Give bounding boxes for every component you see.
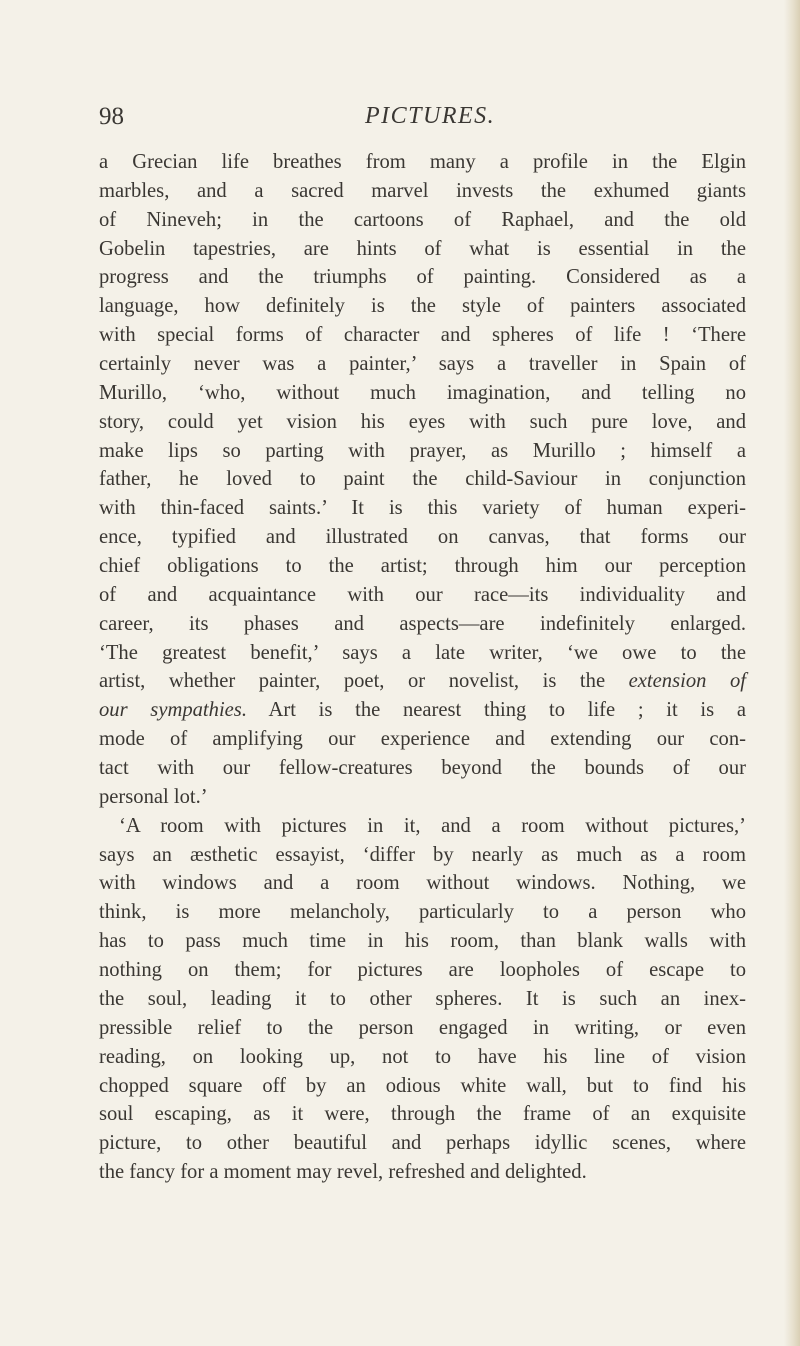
text-line: picture, to other beautiful and perhaps idyllic scenes, where xyxy=(99,1132,746,1155)
text-line: with windows and a room without windows. Nothing, we xyxy=(99,872,746,895)
text-line: soul escaping, as it were, through the frame of an exquisite xyxy=(99,1103,746,1126)
text-line: of Nineveh; in the cartoons of Raphael, and the old xyxy=(99,208,746,231)
page-edge-shadow xyxy=(784,0,800,1346)
page-header xyxy=(0,103,800,137)
text-line: the soul, leading it to other spheres. It is such an inex- xyxy=(99,987,746,1010)
italic-phrase: our sympathies. xyxy=(99,699,247,722)
text-line: father, he loved to paint the child-Saviour in conjunction xyxy=(99,468,746,491)
italic-phrase: extension of xyxy=(628,670,747,693)
text-span: Art is the nearest thing to life ; it is a xyxy=(246,699,746,722)
text-span: artist, whether painter, poet, or novelist, is the xyxy=(99,670,629,693)
text-line: progress and the triumphs of painting. Considered as a xyxy=(99,266,746,289)
text-line: chief obligations to the artist; through him our perception xyxy=(99,555,746,578)
body-text xyxy=(99,148,746,1187)
text-line: tact with our fellow-creatures beyond the bounds of our xyxy=(99,757,746,780)
text-line: ence, typified and illustrated on canvas, that forms our xyxy=(99,526,746,549)
text-line-with-italic xyxy=(99,696,746,725)
text-line: with thin-faced saints.’ It is this variety of human experi- xyxy=(99,497,746,520)
text-line: language, how definitely is the style of painters associated xyxy=(99,295,746,318)
text-line: Murillo, ‘who, without much imagination, and telling no xyxy=(99,381,746,404)
text-line: says an æsthetic essayist, ‘differ by nearly as much as a room xyxy=(99,843,746,866)
text-line: Gobelin tapestries, are hints of what is essential in the xyxy=(99,237,746,260)
text-line: the fancy for a moment may revel, refreshed and delighted. xyxy=(99,1161,587,1184)
text-line: make lips so parting with prayer, as Murillo ; himself a xyxy=(99,439,746,462)
running-head: PICTURES. xyxy=(365,103,496,129)
text-line: reading, on looking up, not to have his line of vision xyxy=(99,1045,746,1068)
text-line: chopped square off by an odious white wall, but to find his xyxy=(99,1074,746,1097)
text-line: a Grecian life breathes from many a profile in the Elgin xyxy=(99,151,746,173)
text-line: career, its phases and aspects—are indefinitely enlarged. xyxy=(99,612,746,635)
text-line: certainly never was a painter,’ says a traveller in Spain of xyxy=(99,353,746,376)
paragraph-start-line: ‘A room with pictures in it, and a room without pictures,’ xyxy=(119,814,746,837)
text-line: mode of amplifying our experience and extending our con- xyxy=(99,728,746,751)
text-line: of and acquaintance with our race—its individuality and xyxy=(99,583,746,606)
text-line: ‘The greatest benefit,’ says a late writer, ‘we owe to the xyxy=(99,641,746,664)
text-line: with special forms of character and spheres of life ! ‘There xyxy=(99,324,746,347)
text-line: marbles, and a sacred marvel invests the exhumed giants xyxy=(99,179,746,202)
text-line-with-italic xyxy=(99,667,746,696)
text-line: think, is more melancholy, particularly to a person who xyxy=(99,901,746,924)
text-line: personal lot.’ xyxy=(99,785,208,808)
text-line: story, could yet vision his eyes with such pure love, and xyxy=(99,410,746,433)
text-line: pressible relief to the person engaged in writing, or even xyxy=(99,1016,746,1039)
text-line: nothing on them; for pictures are loopholes of escape to xyxy=(99,959,746,982)
page-number: 98 xyxy=(99,103,124,130)
text-line: has to pass much time in his room, than blank walls with xyxy=(99,930,746,953)
